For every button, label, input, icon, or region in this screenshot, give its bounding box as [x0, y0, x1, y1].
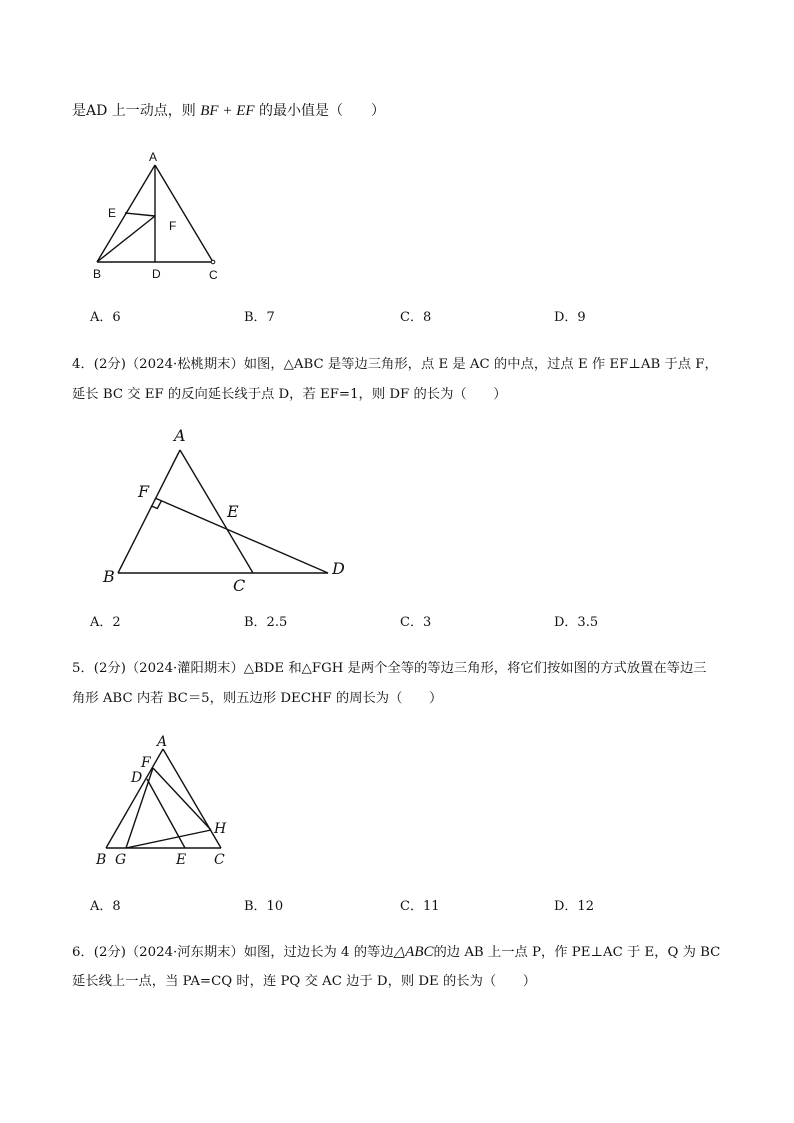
q5-label-a: A [157, 734, 168, 750]
q3-segment-bf [97, 216, 155, 262]
q4-option-a[interactable]: A．2 [90, 615, 121, 630]
q3-segment-ac [155, 165, 213, 262]
q3-option-a[interactable]: A．6 [90, 310, 121, 325]
q3-label-f: F [169, 219, 177, 233]
q3-label-b: B [93, 267, 102, 281]
q6-text-b: 的边 AB 上一点 P，作 PE⊥AC 于 E，Q 为 BC [433, 945, 721, 960]
q6-stem-line1 [72, 942, 720, 963]
q5-figure [88, 728, 248, 873]
q4-figure [95, 422, 355, 597]
q6-triangle-symbol: △ABC [393, 944, 434, 960]
q6-stem-line2: 延长线上一点，当 PA=CQ 时，连 PQ 交 AC 边于 D，则 DE 的长为（ ） [72, 974, 537, 989]
q4-segment-ac [180, 450, 253, 573]
q4-stem-line1: 4．(2分)（2024·松桃期末）如图，△ABC 是等边三角形，点 E 是 AC 的中点，过点 E 作 EF⊥AB 于点 F， [72, 357, 718, 372]
q5-segment-fh [153, 768, 211, 830]
q4-option-d[interactable]: D．3.5 [554, 615, 599, 630]
q3-label-d: D [152, 267, 161, 281]
q5-label-e: E [176, 852, 187, 868]
q4-stem-line2: 延长 BC 交 EF 的反向延长线于点 D，若 EF=1，则 DF 的长为（ ） [72, 387, 507, 402]
q3-text [72, 101, 385, 121]
q5-option-a[interactable]: A．8 [90, 899, 121, 914]
q3-text-a: 是AD 上一动点，则 [72, 103, 201, 119]
q5-segment-gh [126, 830, 211, 848]
q5-label-d: D [131, 770, 143, 786]
q3-label-a: A [149, 150, 158, 164]
q4-label-b: B [103, 567, 115, 586]
q4-option-b[interactable]: B．2.5 [244, 615, 288, 630]
q5-stem-line2: 角形 ABC 内若 BC＝5，则五边形 DECHF 的周长为（ ） [72, 691, 443, 706]
q3-label-e: E [108, 206, 117, 220]
q4-label-c: C [233, 576, 246, 595]
q5-label-b: B [96, 852, 107, 868]
q4-option-c[interactable]: C．3 [400, 615, 432, 630]
q4-segment-ab [118, 450, 180, 573]
q3-option-d[interactable]: D．9 [554, 310, 586, 325]
q5-stem-line1: 5．(2分)（2024·灌阳期末）△BDE 和△FGH 是两个全等的等边三角形，将它们按如图的方式放置在等边三 [72, 661, 707, 676]
q4-segment-fd [155, 498, 328, 573]
q3-expression: BF + EF [200, 103, 255, 119]
q5-segment-de [147, 779, 185, 848]
q5-label-c: C [214, 852, 225, 868]
q5-segment-ab [106, 749, 163, 848]
q4-label-d: D [332, 559, 345, 578]
q5-label-f: F [141, 755, 151, 771]
q4-label-f: F [138, 482, 150, 501]
q5-option-c[interactable]: C．11 [400, 899, 440, 914]
q3-figure [85, 145, 235, 285]
q5-label-g: G [115, 852, 127, 868]
q4-label-a: A [174, 426, 186, 445]
q3-option-b[interactable]: B．7 [244, 310, 275, 325]
q3-label-c: C [209, 268, 218, 282]
q5-option-b[interactable]: B．10 [244, 899, 284, 914]
q6-text-a: 6．(2分)（2024·河东期末）如图，过边长为 4 的等边 [72, 945, 394, 960]
q3-option-c[interactable]: C．8 [400, 310, 432, 325]
q5-label-h: H [214, 821, 227, 837]
q5-option-d[interactable]: D．12 [554, 899, 594, 914]
q3-segment-ef [125, 213, 155, 216]
q4-label-e: E [227, 502, 239, 521]
q5-segment-ac [163, 749, 221, 848]
q3-text-b: 的最小值是（ ） [254, 103, 385, 119]
